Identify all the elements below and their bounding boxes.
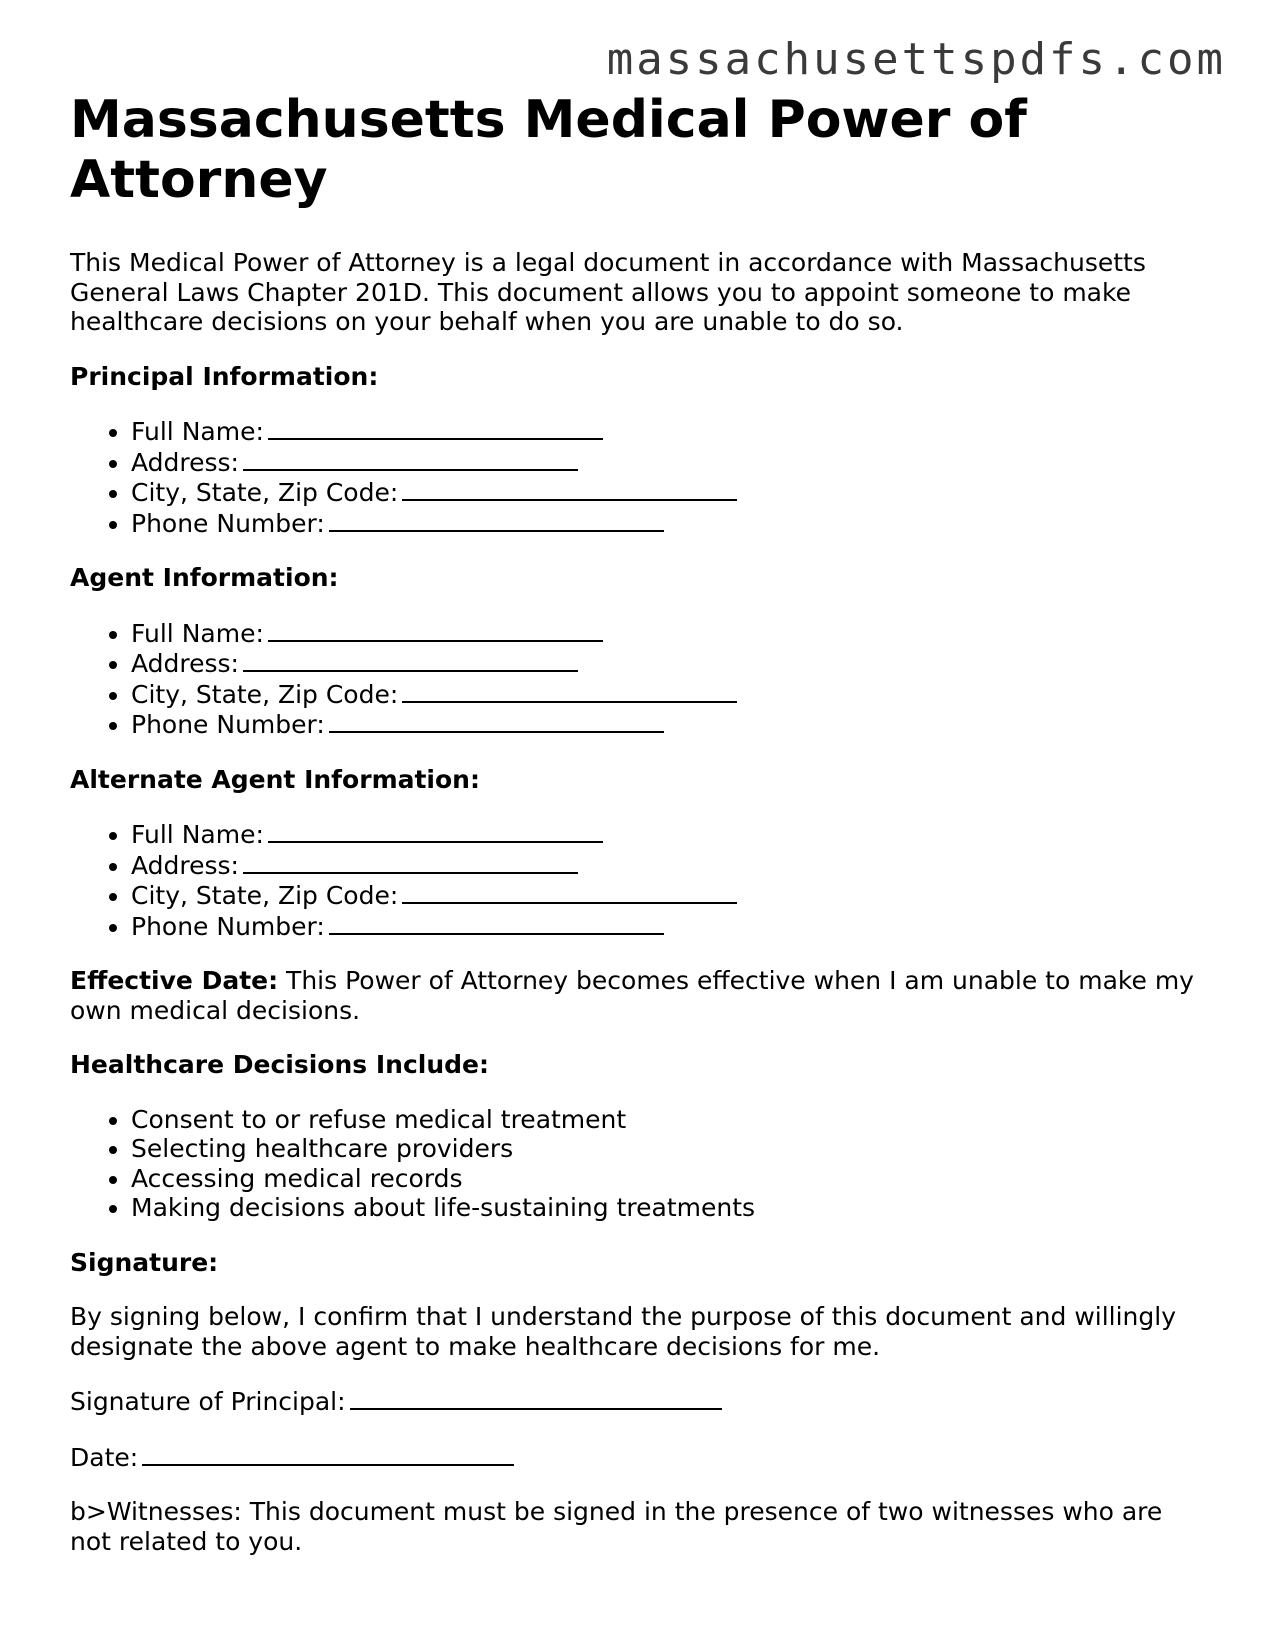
healthcare-decisions-heading: Healthcare Decisions Include: [70, 1050, 489, 1079]
effective-date-text: This Power of Attorney becomes effective when I am unable to make my own medical decisions. [70, 966, 1194, 1025]
agent-address-field [131, 648, 1210, 679]
list-item: • Accessing medical records [131, 1164, 1210, 1194]
phone-blank[interactable] [329, 709, 664, 733]
field-label: Phone Number: [131, 508, 325, 538]
field-label: Phone Number: [131, 911, 325, 941]
field-label: Phone Number: [131, 710, 325, 739]
agent-full-name-field [131, 618, 1210, 649]
field-label: City, State, Zip Code: [131, 881, 399, 910]
agent-phone-field [131, 709, 1210, 740]
signature-statement: By signing below, I confirm that I understand the purpose of this document and willingly designate the above agent to make healthcare decisions for me. [70, 1302, 1177, 1361]
address-blank[interactable] [243, 447, 578, 471]
full-name-blank[interactable] [268, 819, 603, 843]
field-label: City, State, Zip Code: [131, 478, 399, 507]
field-label: Full Name: [131, 618, 264, 648]
date-line [70, 1442, 1210, 1473]
phone-blank[interactable] [329, 508, 664, 532]
phone-blank[interactable] [329, 911, 664, 935]
address-blank[interactable] [243, 648, 578, 672]
principal-fields [70, 416, 1210, 538]
field-label: Address: [131, 850, 239, 880]
alternate-address-field [131, 850, 1210, 881]
date-label: Date: [70, 1442, 139, 1472]
list-item: • Making decisions about life-sustaining treatments [131, 1193, 1210, 1223]
full-name-blank[interactable] [268, 416, 603, 440]
field-label: Full Name: [131, 820, 264, 849]
alternate-phone-field [131, 911, 1210, 942]
watermark: massachusettspdfs.com [606, 34, 1226, 85]
city-state-zip-blank[interactable] [402, 679, 737, 703]
page-title: Massachusetts Medical Power of Attorney [70, 90, 1027, 210]
healthcare-decisions-list [70, 1105, 1210, 1223]
principal-phone-field [131, 508, 1210, 539]
principal-signature-line [70, 1386, 1210, 1417]
principal-city-state-zip-field [131, 477, 1210, 508]
field-label: Address: [131, 447, 239, 477]
principal-heading: Principal Information: [70, 361, 379, 391]
alternate-agent-heading: Alternate Agent Information: [70, 764, 480, 794]
alternate-full-name-field [131, 819, 1210, 850]
list-item: • Consent to or refuse medical treatment [131, 1105, 1210, 1135]
principal-full-name-field [131, 416, 1210, 447]
city-state-zip-blank[interactable] [402, 477, 737, 501]
signature-heading: Signature: [70, 1247, 219, 1277]
witnesses-paragraph: b>Witnesses: This document must be signed in the presence of two witnesses who are not related to you. [70, 1497, 1163, 1556]
date-blank[interactable] [142, 1442, 514, 1466]
full-name-blank[interactable] [268, 618, 603, 642]
agent-city-state-zip-field [131, 679, 1210, 710]
intro-paragraph: This Medical Power of Attorney is a legal document in accordance with Massachusetts General Laws Chapter 201D. This document allows you to appoint someone to make healthcare decisions on your behalf when you are unable to do so. [70, 248, 1146, 336]
document-page [70, 90, 1210, 1556]
agent-heading: Agent Information: [70, 563, 339, 592]
alternate-city-state-zip-field [131, 880, 1210, 911]
field-label: Address: [131, 649, 239, 678]
field-label: City, State, Zip Code: [131, 679, 399, 709]
signature-blank[interactable] [350, 1386, 722, 1410]
effective-date-paragraph [70, 966, 1210, 1025]
list-item: • Selecting healthcare providers [131, 1134, 1210, 1164]
agent-fields [70, 618, 1210, 740]
effective-date-label: Effective Date: [70, 966, 279, 995]
principal-address-field [131, 447, 1210, 478]
signature-label: Signature of Principal: [70, 1387, 346, 1416]
city-state-zip-blank[interactable] [402, 880, 737, 904]
field-label: Full Name: [131, 417, 264, 446]
alternate-agent-fields [70, 819, 1210, 941]
address-blank[interactable] [243, 850, 578, 874]
